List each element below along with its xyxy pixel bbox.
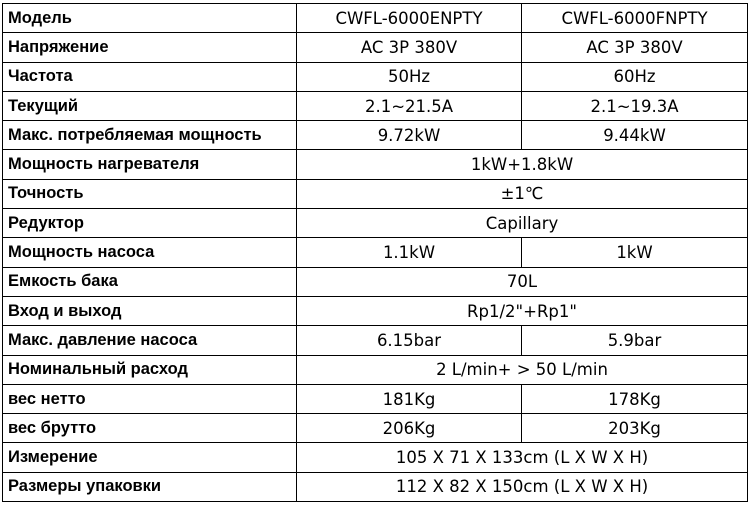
row-label: Номинальный расход xyxy=(3,355,297,384)
row-value: 5.9bar xyxy=(522,326,748,355)
row-value: 181Kg xyxy=(297,384,522,413)
table-row xyxy=(3,62,748,91)
table-row xyxy=(3,4,748,33)
table-row xyxy=(3,150,748,179)
row-value: 2.1~19.3A xyxy=(522,91,748,120)
spec-table xyxy=(2,3,748,502)
row-label: Вход и выход xyxy=(3,296,297,325)
row-value: 1kW xyxy=(522,238,748,267)
row-label: Текущий xyxy=(3,91,297,120)
table-row xyxy=(3,91,748,120)
row-value: 203Kg xyxy=(522,414,748,443)
row-value: 2.1~21.5A xyxy=(297,91,522,120)
row-value-merged: ±1℃ xyxy=(297,179,748,208)
row-label: Частота xyxy=(3,62,297,91)
row-label: Напряжение xyxy=(3,33,297,62)
row-value: 60Hz xyxy=(522,62,748,91)
row-value: 6.15bar xyxy=(297,326,522,355)
table-row xyxy=(3,238,748,267)
table-row xyxy=(3,267,748,296)
row-value-merged: 70L xyxy=(297,267,748,296)
row-value-merged: Rp1/2"+Rp1" xyxy=(297,296,748,325)
row-label: Макс. потребляемая мощность xyxy=(3,121,297,150)
row-value: CWFL-6000FNPTY xyxy=(522,4,748,33)
spec-table-body xyxy=(3,4,748,502)
row-value: AC 3P 380V xyxy=(297,33,522,62)
table-row xyxy=(3,414,748,443)
row-label: Мощность нагревателя xyxy=(3,150,297,179)
row-value: CWFL-6000ENPTY xyxy=(297,4,522,33)
row-label: вес нетто xyxy=(3,384,297,413)
row-value-merged: 112 X 82 X 150cm (L X W X H) xyxy=(297,472,748,501)
row-value: 50Hz xyxy=(297,62,522,91)
row-value-merged: 105 X 71 X 133cm (L X W X H) xyxy=(297,443,748,472)
row-value: 1.1kW xyxy=(297,238,522,267)
row-value: 9.44kW xyxy=(522,121,748,150)
row-value-merged: 2 L/min+ > 50 L/min xyxy=(297,355,748,384)
row-label: вес брутто xyxy=(3,414,297,443)
table-row xyxy=(3,472,748,501)
row-value-merged: 1kW+1.8kW xyxy=(297,150,748,179)
table-row xyxy=(3,121,748,150)
row-label: Макс. давление насоса xyxy=(3,326,297,355)
row-label: Измерение xyxy=(3,443,297,472)
table-row xyxy=(3,355,748,384)
row-value: 178Kg xyxy=(522,384,748,413)
row-value: 206Kg xyxy=(297,414,522,443)
table-row xyxy=(3,384,748,413)
row-label: Модель xyxy=(3,4,297,33)
row-label: Точность xyxy=(3,179,297,208)
row-label: Редуктор xyxy=(3,209,297,238)
table-row xyxy=(3,209,748,238)
row-value: 9.72kW xyxy=(297,121,522,150)
table-row xyxy=(3,326,748,355)
table-row xyxy=(3,296,748,325)
row-label: Размеры упаковки xyxy=(3,472,297,501)
row-value: AC 3P 380V xyxy=(522,33,748,62)
table-row xyxy=(3,443,748,472)
table-row xyxy=(3,33,748,62)
row-label: Мощность насоса xyxy=(3,238,297,267)
row-value-merged: Capillary xyxy=(297,209,748,238)
row-label: Емкость бака xyxy=(3,267,297,296)
table-row xyxy=(3,179,748,208)
